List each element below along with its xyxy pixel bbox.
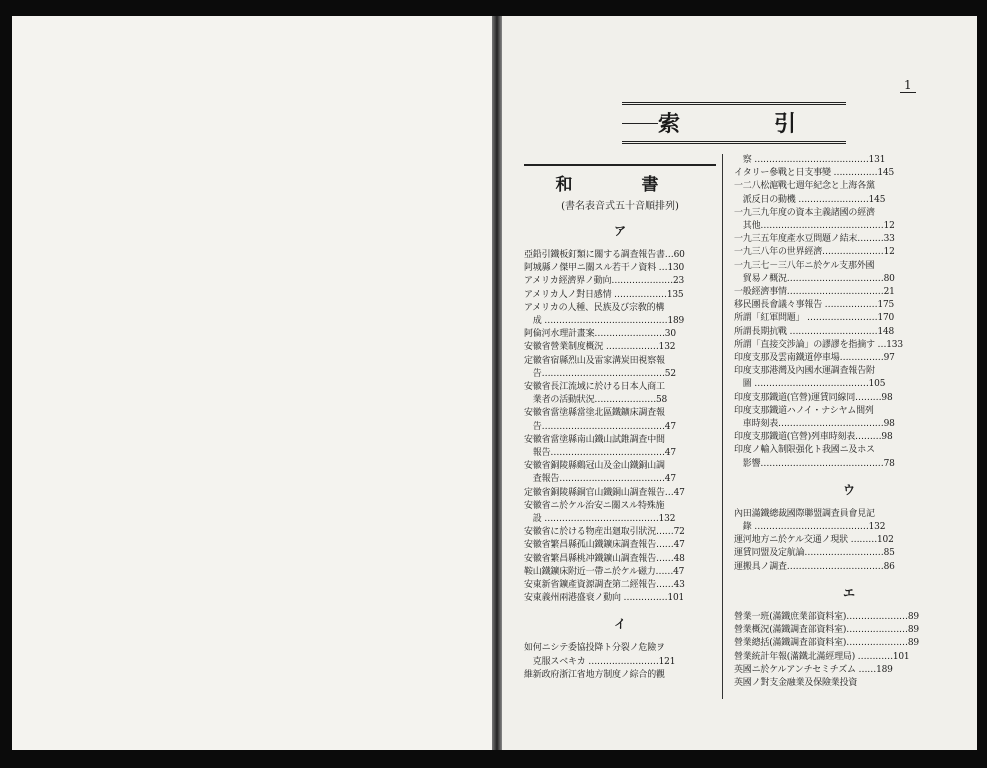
index-entry: 營業一班(滿鐵庶業部資料室)…………………89 <box>734 611 919 622</box>
title-char-left: 索 <box>658 111 681 137</box>
index-entry: 安徽省營業制度概況 ………………132 <box>524 342 676 353</box>
index-entry: 安徽省繁昌縣桃冲鐵鑛山調査報告……48 <box>524 553 685 564</box>
index-entry: 安東新省鑛產資源調査第二經報告……43 <box>524 580 685 591</box>
index-entry: 內田滿鐵總裁國際聯盟調査員會見記 <box>734 508 875 519</box>
index-entry: 安徽省當塗縣南山鐵山試錐調査中間 <box>524 434 665 445</box>
index-entry: 一九三五年度產水豆問題ノ結末………33 <box>734 234 895 245</box>
index-entry: 營業概況(滿鐵調査部資料室)…………………89 <box>734 625 919 636</box>
kana-heading: イ <box>613 617 626 632</box>
column-divider <box>722 154 723 699</box>
index-entry: 移民團長會議々事報告 ………………175 <box>734 300 895 311</box>
index-entry: 維新政府浙江省地方制度ノ綜合的觀 <box>524 669 665 680</box>
index-entry: 派反日の動機 ……………………145 <box>734 194 886 205</box>
index-entry: 阿倫河水理計畫案……………………30 <box>524 329 676 340</box>
index-entry: 印度支那港灣及內國水運調査報告附 <box>734 366 875 377</box>
section-subheading: (書名表音式五十音順排列) <box>561 201 679 212</box>
index-entry: 營業統計年報(滿鐵北滿經理局) …………101 <box>734 651 910 662</box>
kana-heading: ウ <box>842 482 855 497</box>
right-entry-list <box>734 154 964 690</box>
index-entry: 告……………………………………47 <box>524 421 676 432</box>
index-entry: 克服スベキカ ……………………121 <box>524 656 676 667</box>
index-entry: 其他……………………………………12 <box>734 221 895 232</box>
index-entry: 印度ノ輸入制限强化ト我國ニ及ホス <box>734 445 875 456</box>
index-entry: 設 …………………………………132 <box>524 514 676 525</box>
section-heading: 和 書 <box>524 164 716 195</box>
title-dash <box>622 123 658 124</box>
index-entry: 鞍山鐵鑛床附近一帶ニ於ケル磁力……47 <box>524 566 685 577</box>
index-entry: 成 ……………………………………189 <box>524 316 685 327</box>
index-entry: アメリカの人種、民族及び宗敎的構 <box>524 302 665 313</box>
index-entry: 所謂「紅軍問題」 ……………………170 <box>734 313 895 324</box>
index-entry: 一九三八年の世界經濟…………………12 <box>734 247 895 258</box>
index-entry: イタリー參戰と日支事變 ……………145 <box>734 168 895 179</box>
index-entry: 安徽省銅陵縣鷄冠山及金山鐵銅山調 <box>524 461 665 472</box>
index-column-left <box>524 154 716 682</box>
index-entry: 告……………………………………52 <box>524 368 676 379</box>
index-entry: 運搬具ノ調査……………………………86 <box>734 561 895 572</box>
index-entry: 運賃同盟及定航論………………………85 <box>734 548 895 559</box>
index-entry: 印度支那鐵道ハノイ・ナシヤム間列 <box>734 405 874 416</box>
index-entry: 印度支那及雲南鐵道停車場……………97 <box>734 353 895 364</box>
index-entry: 安徽省當塗縣當塗北區鐵鑛床調査報 <box>524 408 665 419</box>
index-entry: 一九三九年度の資本主義諸國の經濟 <box>734 207 875 218</box>
index-entry: 一二八松滬戰七週年紀念と上海各黨 <box>734 181 875 192</box>
index-entry: 一般經濟事情……………………………21 <box>734 287 895 298</box>
index-entry: 定徽省宿縣烈山及雷家溝炭田視察報 <box>524 355 665 366</box>
index-entry: 察 …………………………………131 <box>734 155 886 165</box>
index-entry: 所謂「直接交涉論」の謬謬を指摘す …133 <box>734 339 903 350</box>
index-entry: 報告…………………………………47 <box>524 448 676 459</box>
index-entry: 印度支那鐵道(官營)運賃同線同………98 <box>734 392 893 403</box>
index-entry: 圖 …………………………………105 <box>734 379 886 390</box>
left-page-blank <box>12 16 492 750</box>
title-char-right: 引 <box>774 111 797 137</box>
kana-heading: エ <box>842 585 855 600</box>
index-entry: 一九三七－三八年ニ於ケル支那外國 <box>734 260 875 271</box>
index-entry: 安徽省長江流域に於ける日本人商工 <box>524 382 665 393</box>
index-entry: 安徽省に於ける物産出廻取引狀況……72 <box>524 527 685 538</box>
index-entry: 如何ニシテ委協投降ト分裂ノ危險ヲ <box>524 643 665 654</box>
index-entry: 運河地方ニ於ケル交通ノ現狀 ………102 <box>734 535 894 546</box>
index-entry: 査報告………………………………47 <box>524 474 676 485</box>
index-entry: 營業總括(滿鐵調査部資料室)…………………89 <box>734 638 919 649</box>
index-entry: 影響……………………………………78 <box>734 458 895 469</box>
index-column-right <box>734 154 964 690</box>
left-entry-list <box>524 222 716 682</box>
page-number: 1 <box>900 78 916 93</box>
index-entry: 亞鉛引鐵板釘類に關する調査報告書…60 <box>524 250 685 260</box>
book-spine <box>492 16 502 750</box>
index-entry: 貿易ノ概況……………………………80 <box>734 273 895 284</box>
index-entry: 車時刻表………………………………98 <box>734 419 895 430</box>
index-entry: 安徽省ニ於ケル治安ニ關スル特殊施 <box>524 500 665 511</box>
index-entry: 印度支那鐵道(官營)列車時刻表………98 <box>734 432 893 443</box>
index-entry: 英國ノ對支金融業及保險業投資 <box>734 677 858 688</box>
index-entry: アメリカ人ノ對日感情 ………………135 <box>524 289 684 300</box>
index-entry: 安東義州兩港盛衰ノ動向 ……………101 <box>524 593 685 604</box>
index-entry: 英國ニ於ケルアンチセミチズム ……189 <box>734 664 893 675</box>
index-entry: 業者の活動狀況…………………58 <box>524 395 668 406</box>
index-entry: 定徽省銅陵縣銅官山鐵銅山調査報告…47 <box>524 487 685 498</box>
index-entry: 所謂長期抗戰 …………………………148 <box>734 326 895 337</box>
index-entry: 阿城縣ノ傑甲ニ關スル若干ノ資料 …130 <box>524 263 685 274</box>
index-entry: 安徽省繁昌縣孤山鐵鑛床調査報告……47 <box>524 540 685 551</box>
index-title <box>622 102 846 144</box>
right-page <box>502 16 977 750</box>
kana-heading: ア <box>613 224 626 238</box>
index-entry: アメリカ經濟界ノ動向…………………23 <box>524 276 685 287</box>
index-entry: 錄 …………………………………132 <box>734 522 886 533</box>
